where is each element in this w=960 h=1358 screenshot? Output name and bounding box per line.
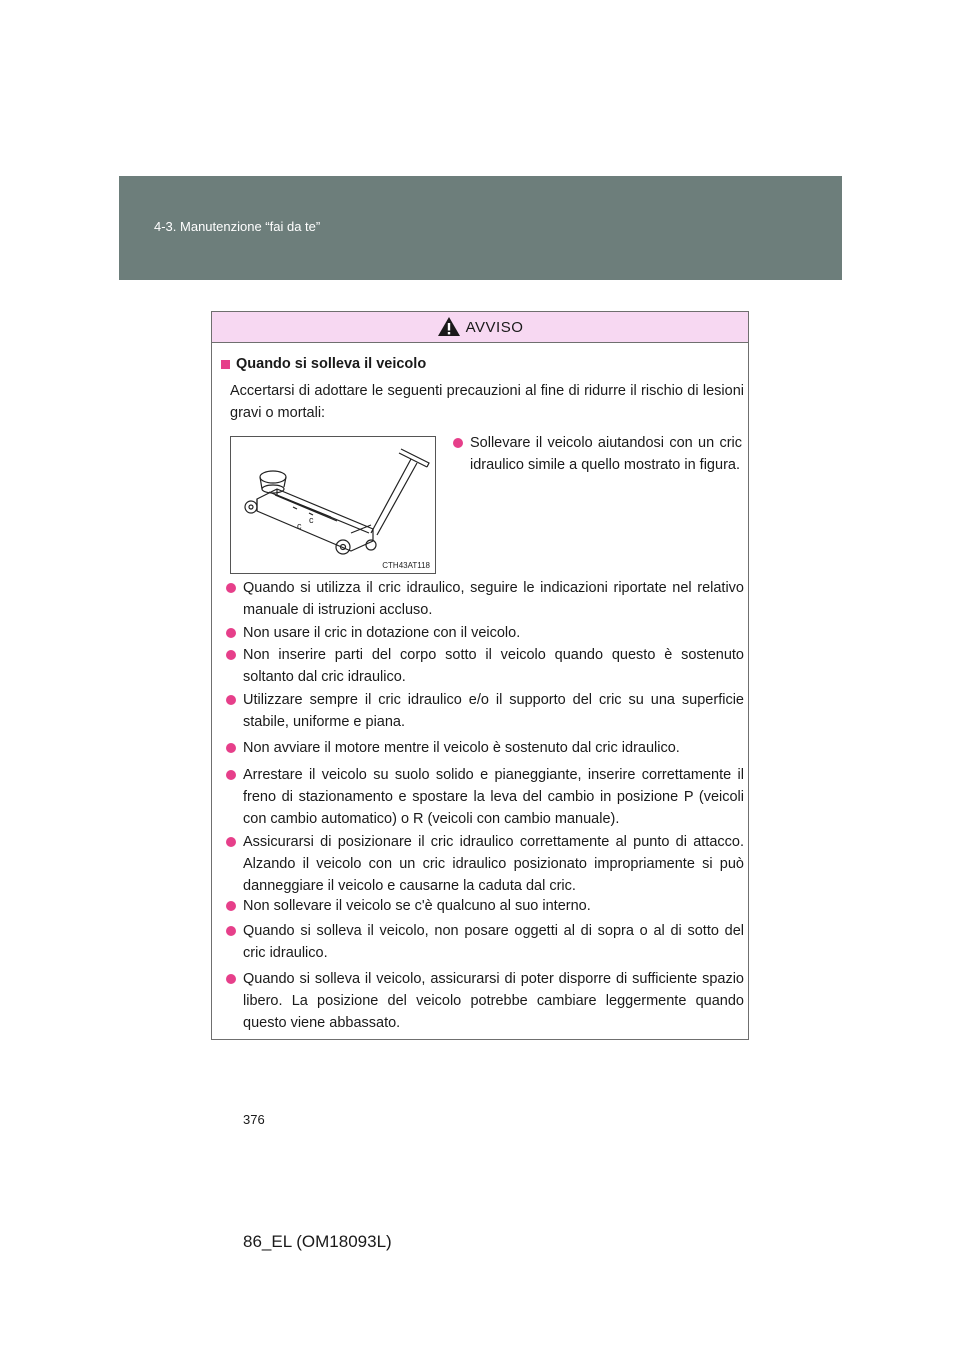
bullet-icon	[226, 695, 236, 705]
svg-text:c: c	[297, 521, 302, 531]
list-item: Non inserire parti del corpo sotto il veicolo quando questo è sostenuto soltanto dal cric idraulico.	[243, 644, 744, 688]
bullet-icon	[226, 770, 236, 780]
list-item: Quando si solleva il veicolo, non posare oggetti al di sopra o al di sotto del cric idraulico.	[243, 920, 744, 964]
page-number: 376	[243, 1112, 265, 1127]
list-item: Non avviare il motore mentre il veicolo è sostenuto dal cric idraulico.	[243, 737, 744, 759]
list-item: Assicurarsi di posizionare il cric idraulico correttamente al punto di attacco. Alzando il veicolo con un cric idraulico posizionato impropriamente si può danneggiare il veicolo e causarne la caduta dal cric.	[243, 831, 744, 897]
intro-paragraph: Accertarsi di adottare le seguenti precauzioni al fine di ridurre il rischio di lesioni gravi o mortali:	[230, 383, 744, 421]
header-band	[119, 176, 842, 280]
list-item: Non sollevare il veicolo se c'è qualcuno al suo interno.	[243, 895, 744, 917]
svg-text:c: c	[309, 515, 314, 525]
hydraulic-jack-illustration	[231, 437, 435, 573]
bullet-icon	[226, 901, 236, 911]
bullet-icon	[226, 743, 236, 753]
list-item: Sollevare il veicolo aiutandosi con un cric idraulico simile a quello mostrato in figura.	[470, 432, 742, 476]
figure-code: CTH43AT118	[382, 561, 430, 570]
list-item: Quando si utilizza il cric idraulico, seguire le indicazioni riportate nel relativo manuale di istruzioni accluso.	[243, 577, 744, 621]
square-bullet-icon	[221, 360, 230, 369]
subheading-text: Quando si solleva il veicolo	[236, 356, 427, 372]
bullet-icon	[226, 926, 236, 936]
bullet-icon	[226, 583, 236, 593]
warning-header	[212, 312, 748, 343]
bullet-icon	[226, 974, 236, 984]
list-item: Utilizzare sempre il cric idraulico e/o il supporto del cric su una superficie stabile, uniforme e piana.	[243, 689, 744, 733]
warning-subheading	[221, 356, 426, 372]
list-item: Quando si solleva il veicolo, assicurarsi di poter disporre di sufficiente spazio libero. La posizione del veicolo potrebbe cambiare leggermente quando questo viene abbassato.	[243, 968, 744, 1034]
bullet-icon	[226, 837, 236, 847]
section-title: 4-3. Manutenzione “fai da te”	[154, 219, 321, 234]
warning-triangle-icon	[437, 316, 461, 337]
bullet-icon	[226, 650, 236, 660]
warning-label: AVVISO	[465, 318, 524, 336]
bullet-icon	[226, 628, 236, 638]
hydraulic-jack-figure	[230, 436, 436, 574]
list-item: Arrestare il veicolo su suolo solido e pianeggiante, inserire correttamente il freno di stazionamento e spostare la leva del cambio in posizione P (veicoli con cambio automatico) o R (veicoli con cambio manuale).	[243, 764, 744, 830]
document-code: 86_EL (OM18093L)	[243, 1232, 392, 1251]
bullet-icon	[453, 438, 463, 448]
warning-box	[211, 311, 749, 1040]
list-item: Non usare il cric in dotazione con il veicolo.	[243, 622, 744, 644]
